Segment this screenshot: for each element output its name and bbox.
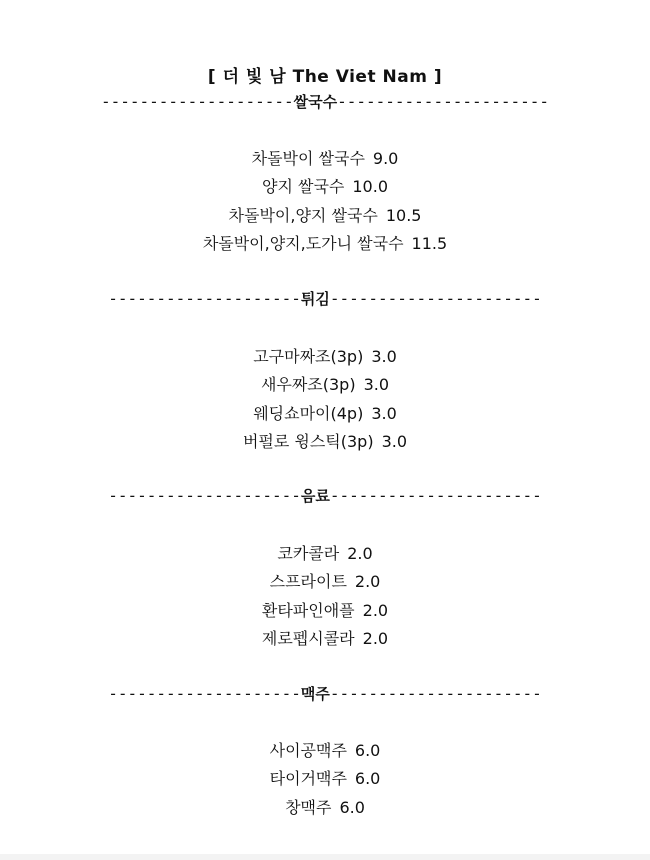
item-price: 2.0 [362,628,389,648]
divider-dashes-right: ---------------------- [337,92,550,111]
item-price: 10.0 [352,177,388,197]
menu-item [0,625,650,653]
menu-item [0,173,650,201]
divider-dashes-left: -------------------- [100,92,294,111]
item-price: 6.0 [354,769,381,789]
item-price: 3.0 [363,375,390,395]
item-price: 10.5 [385,205,422,225]
item-name: 고구마짜조(3p) [253,347,364,366]
divider-dashes-right: ---------------------- [329,486,542,505]
menu-item [0,540,650,568]
item-price: 3.0 [381,431,408,451]
menu-title: [ 더 빛 남 The Viet Nam ] [207,67,443,87]
section-heading: 음료 [300,487,330,505]
item-name: 스프라이트 [269,572,347,592]
item-name: 새우짜조(3p) [260,375,356,395]
divider-dashes-left: -------------------- [108,684,301,703]
item-name: 차돌박이 쌀국수 [251,149,365,168]
menu-item [0,597,650,625]
section-heading: 맥주 [300,685,330,703]
item-name: 사이공맥주 [269,741,347,760]
page-bottom-edge [0,854,650,860]
section-items-fried [0,343,650,456]
item-price: 6.0 [354,741,381,760]
item-name: 창맥주 [285,797,332,817]
section-divider-beer [0,684,650,704]
item-name: 웨딩쇼마이(4p) [253,403,364,423]
menu-item [0,400,650,428]
item-name: 차돌박이,양지,도가니 쌀국수 [202,233,404,253]
section-divider-drinks [0,486,650,506]
item-name: 코카콜라 [277,544,340,563]
menu-item [0,568,650,596]
section-items-beer [0,737,650,822]
item-name: 양지 쌀국수 [262,177,345,197]
menu-item [0,202,650,230]
item-name: 버펄로 윙스틱(3p) [242,431,374,451]
menu-item [0,794,650,822]
item-name: 제로펩시콜라 [261,628,355,648]
menu-item [0,230,650,258]
section-heading: 쌀국수 [293,93,338,111]
section-divider-rice-noodle [0,92,650,112]
menu-item [0,428,650,456]
menu-item [0,737,650,765]
section-items-drinks [0,540,650,653]
item-price: 3.0 [371,347,397,366]
item-price: 6.0 [339,797,365,817]
divider-dashes-left: -------------------- [108,289,301,308]
menu-item [0,371,650,399]
item-price: 2.0 [354,572,381,592]
section-items-rice-noodle [0,145,650,258]
item-price: 2.0 [347,544,373,563]
section-divider-fried [0,289,650,309]
section-heading: 튀김 [300,290,330,308]
divider-dashes-left: -------------------- [108,486,301,505]
item-name: 타이거맥주 [269,769,347,789]
item-price: 3.0 [371,403,397,423]
menu-item [0,145,650,173]
item-name: 환타파인애플 [261,600,355,620]
item-name: 차돌박이,양지 쌀국수 [228,205,378,225]
item-price: 2.0 [362,600,389,620]
menu-item [0,343,650,371]
divider-dashes-right: ---------------------- [329,684,542,703]
divider-dashes-right: ---------------------- [329,289,542,308]
item-price: 11.5 [411,233,448,253]
item-price: 9.0 [372,149,399,168]
menu-item [0,765,650,793]
